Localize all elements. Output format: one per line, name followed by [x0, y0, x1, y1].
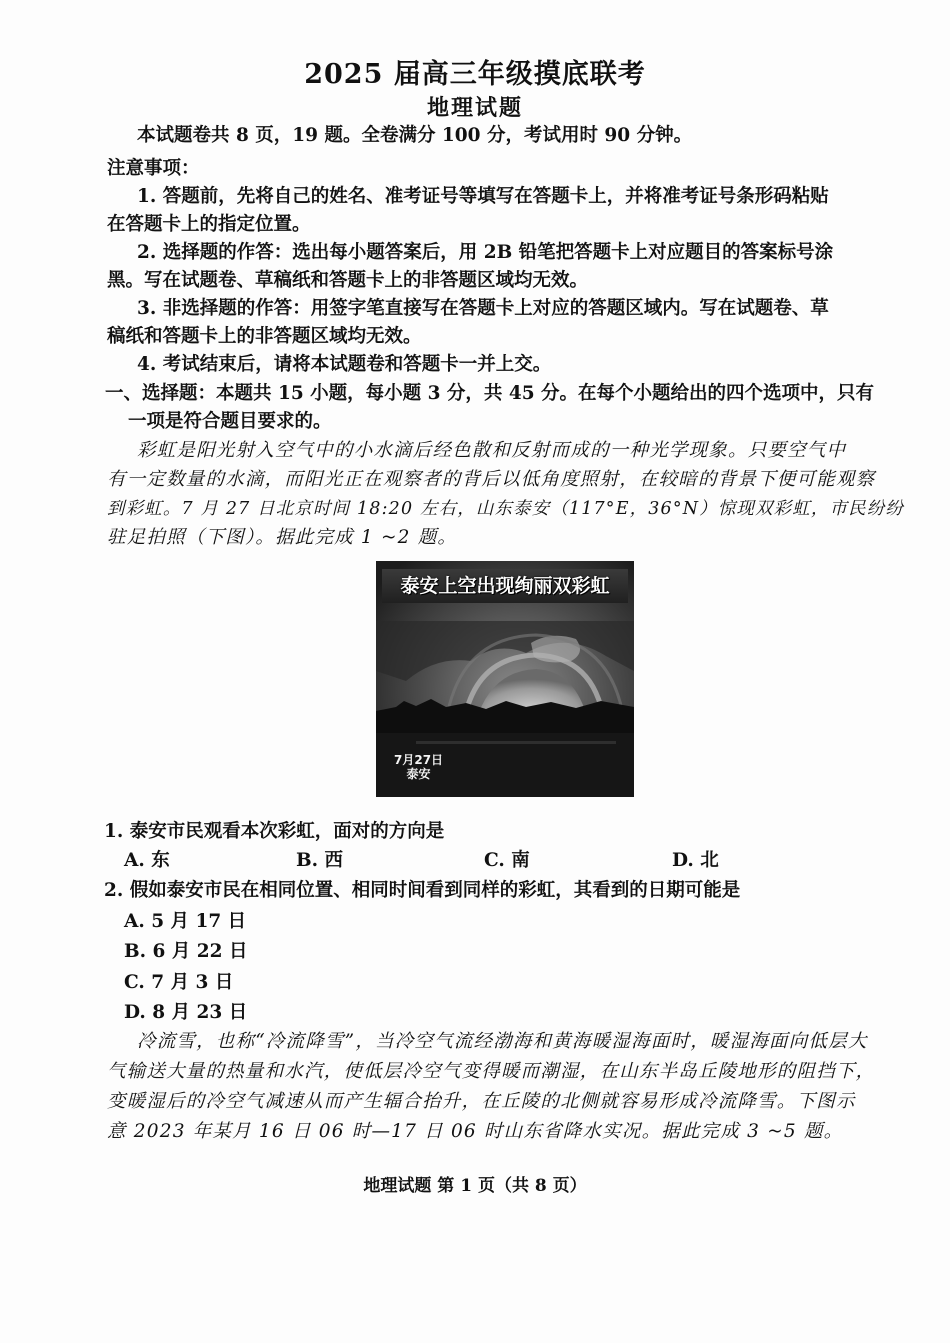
passage-1-line-1: 彩虹是阳光射入空气中的小水滴后经色散和反射而成的一种光学现象。只要空气中	[137, 440, 847, 461]
photo-banner: 泰安上空出现绚丽双彩虹	[382, 569, 628, 603]
section-heading-cont: 一项是符合题目要求的。	[128, 411, 332, 432]
photo-date: 7月27日	[394, 753, 444, 767]
passage-1-line-4: 驻足拍照（下图）。据此完成 1 ~2 题。	[107, 527, 458, 548]
passage-2-line-3: 变暖湿后的冷空气减速从而产生辐合抬升，在丘陵的北侧就容易形成冷流降雪。下图示	[107, 1091, 856, 1112]
passage-2-line-4: 意 2023 年某月 16 日 06 时—17 日 06 时山东省降水实况。据此完成 3 ~5 题。	[107, 1121, 844, 1142]
question-2-option-a: A. 5 月 17 日	[124, 911, 247, 932]
question-1-stem: 1. 泰安市民观看本次彩虹，面对的方向是	[104, 821, 445, 842]
exam-info: 本试题卷共 8 页，19 题。全卷满分 100 分，考试用时 90 分钟。	[137, 125, 693, 146]
photo-caption	[394, 753, 443, 781]
page-footer: 地理试题 第 1 页（共 8 页）	[363, 1176, 587, 1196]
question-2-stem: 2. 假如泰安市民在相同位置、相同时间看到同样的彩虹，其看到的日期可能是	[104, 880, 741, 901]
passage-2-line-1: 冷流雪，也称“冷流降雪”，当冷空气流经渤海和黄海暖湿海面时，暖湿海面向低层大	[137, 1031, 868, 1052]
question-2-option-d: D. 8 月 23 日	[124, 1002, 248, 1023]
passage-1-line-3: 到彩虹。7 月 27 日北京时间 18:20 左右，山东泰安（117°E，36°N）惊现双彩虹，市民纷纷	[107, 499, 905, 519]
notice-item-3: 3. 非选择题的作答：用签字笔直接写在答题卡上对应的答题区域内。写在试题卷、草	[137, 298, 829, 319]
rainbow-photo	[376, 561, 634, 797]
section-heading: 一、选择题：本题共 15 小题，每小题 3 分，共 45 分。在每个小题给出的四个选项中，只有	[105, 383, 875, 404]
notice-heading: 注意事项：	[107, 158, 200, 179]
question-2-option-b: B. 6 月 22 日	[124, 941, 248, 962]
photo-place: 泰安	[406, 767, 431, 781]
question-2-option-c: C. 7 月 3 日	[124, 972, 234, 993]
notice-item-2-cont: 黑。写在试题卷、草稿纸和答题卡上的非答题区域均无效。	[107, 270, 589, 291]
question-1-option-c: C. 南	[484, 850, 530, 871]
passage-1-line-2: 有一定数量的水滴，而阳光正在观察者的背后以低角度照射，在较暗的背景下便可能观察	[107, 469, 876, 490]
question-1-option-b: B. 西	[296, 850, 344, 871]
exam-subject: 地理试题	[426, 95, 523, 121]
exam-title: 2025 届高三年级摸底联考	[304, 59, 646, 90]
question-1-option-a: A. 东	[124, 850, 170, 871]
notice-item-1-cont: 在答题卡上的指定位置。	[107, 214, 311, 235]
passage-2-line-2: 气输送大量的热量和水汽，使低层冷空气变得暖而潮湿，在山东半岛丘陵地形的阻挡下，	[107, 1061, 876, 1082]
notice-item-4: 4. 考试结束后，请将本试题卷和答题卡一并上交。	[137, 354, 552, 375]
notice-item-2: 2. 选择题的作答：选出每小题答案后，用 2B 铅笔把答题卡上对应题目的答案标号涂	[137, 242, 834, 263]
question-1-option-d: D. 北	[672, 850, 719, 871]
notice-item-3-cont: 稿纸和答题卡上的非答题区域均无效。	[107, 326, 422, 347]
notice-item-1: 1. 答题前，先将自己的姓名、准考证号等填写在答题卡上，并将准考证号条形码粘贴	[137, 186, 829, 207]
